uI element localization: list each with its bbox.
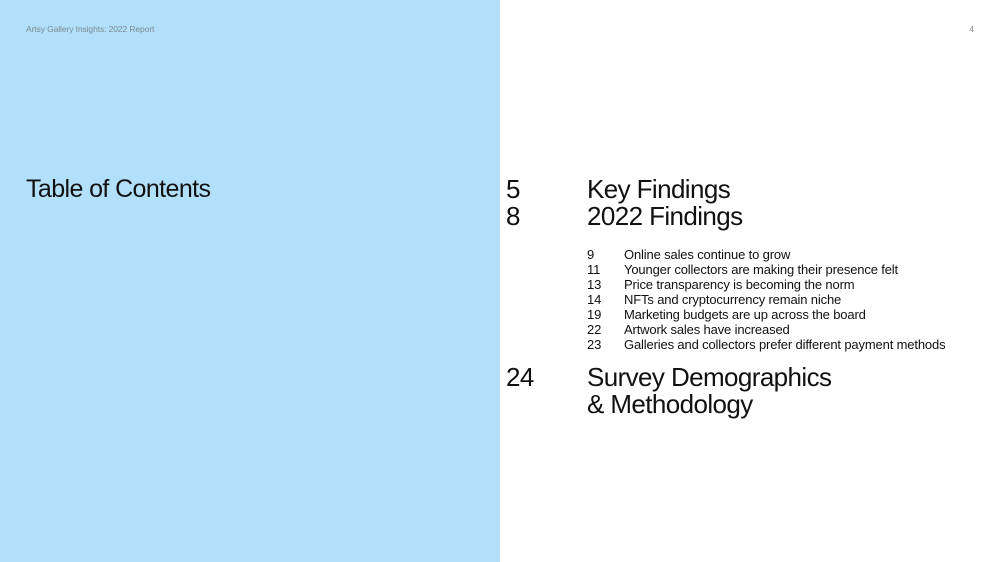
toc-entry-title: 2022 Findings bbox=[587, 201, 743, 231]
toc-entry-page: 24 bbox=[506, 362, 534, 392]
toc-entry-title: Key Findings bbox=[587, 174, 731, 204]
toc-entry-page: 5 bbox=[506, 174, 520, 204]
toc-subentry-title: Price transparency is becoming the norm bbox=[624, 277, 855, 292]
toc-subentry-title: Artwork sales have increased bbox=[624, 322, 790, 337]
toc-subentry-page: 23 bbox=[587, 337, 602, 352]
toc-subentry-title: Galleries and collectors prefer different payment methods bbox=[624, 337, 946, 352]
page-number: 4 bbox=[969, 24, 974, 34]
toc-subentry-page: 22 bbox=[587, 322, 602, 337]
report-title: Artsy Gallery Insights: 2022 Report bbox=[26, 24, 155, 34]
toc-subentry-page: 9 bbox=[587, 247, 595, 262]
toc-subentry-page: 14 bbox=[587, 292, 602, 307]
toc-entry-page: 8 bbox=[506, 201, 520, 231]
toc-entry-title-continued: & Methodology bbox=[587, 389, 753, 419]
toc-subentry-page: 11 bbox=[587, 262, 601, 277]
toc-entry-title: Survey Demographics bbox=[587, 362, 832, 392]
toc-subentry-title: Marketing budgets are up across the board bbox=[624, 307, 866, 322]
toc-subentry-page: 19 bbox=[587, 307, 602, 322]
toc-heading: Table of Contents bbox=[26, 175, 211, 203]
toc-subentry-title: NFTs and cryptocurrency remain niche bbox=[624, 292, 842, 307]
toc-subentry-title: Online sales continue to grow bbox=[624, 247, 791, 262]
toc-subentry-title: Younger collectors are making their presence felt bbox=[624, 262, 898, 277]
toc-subentry-page: 13 bbox=[587, 277, 602, 292]
